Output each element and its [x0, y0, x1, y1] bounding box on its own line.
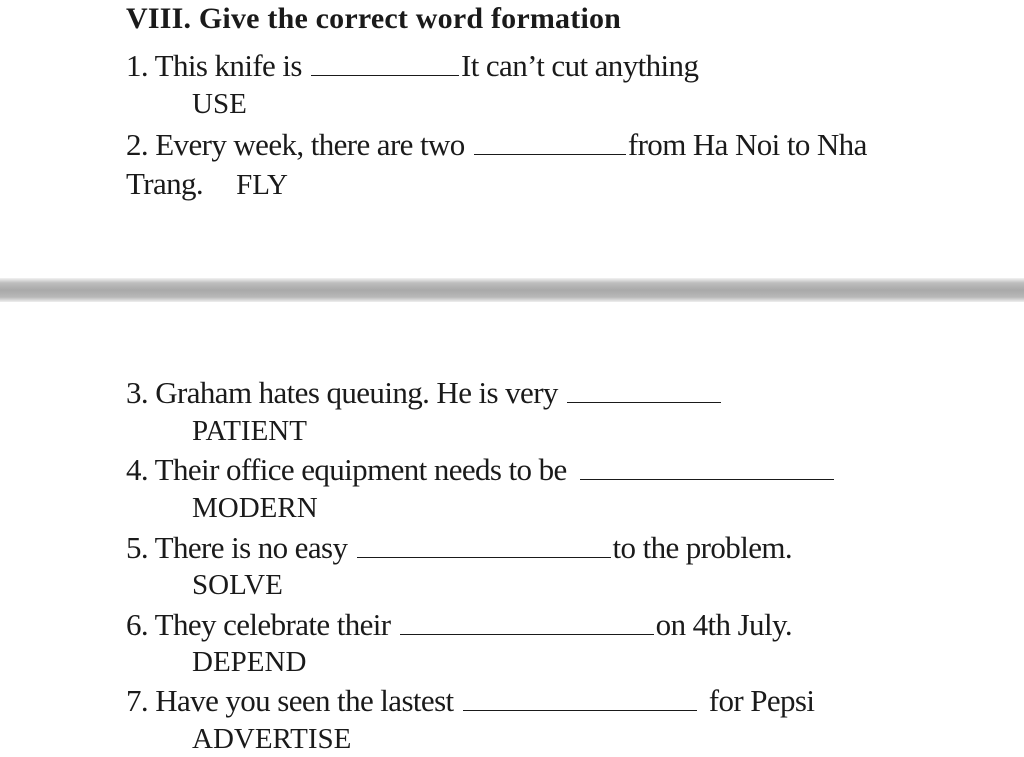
question-2 [126, 127, 867, 163]
question-4 [126, 452, 836, 488]
question-2-continuation [126, 166, 288, 202]
question-text-after: for Pepsi [708, 683, 815, 718]
answer-blank[interactable] [580, 455, 834, 480]
question-7-hint: ADVERTISE [192, 723, 352, 755]
question-number: 4. [126, 452, 149, 487]
exercise-heading: VIII. Give the correct word formation [126, 2, 622, 35]
question-4-hint: MODERN [192, 492, 318, 524]
document-page-top [0, 0, 1024, 278]
question-2-hint: FLY [236, 169, 288, 201]
question-text-before: Every week, there are two [155, 127, 465, 162]
question-5 [126, 530, 792, 566]
question-text-before: They celebrate their [154, 607, 391, 642]
question-6 [126, 607, 792, 643]
question-number: 5. [126, 530, 149, 565]
question-number: 6. [126, 607, 149, 642]
question-text-before: This knife is [154, 48, 302, 83]
question-text-continuation: Trang. [126, 166, 204, 201]
question-number: 2. [126, 127, 149, 162]
answer-blank[interactable] [474, 130, 626, 155]
page-break-separator [0, 278, 1024, 302]
question-text-before: Have you seen the lastest [155, 683, 454, 718]
question-number: 1. [126, 48, 149, 83]
question-6-hint: DEPEND [192, 646, 307, 678]
question-text-after: to the problem. [612, 530, 793, 565]
answer-blank[interactable] [400, 610, 654, 635]
question-number: 7. [126, 683, 149, 718]
question-text-after: from Ha Noi to Nha [627, 127, 867, 162]
document-page-bottom [0, 302, 1024, 757]
question-7 [126, 683, 814, 719]
question-1 [126, 48, 698, 84]
question-text-after: It can’t cut anything [461, 48, 699, 83]
answer-blank[interactable] [567, 378, 721, 403]
question-text-before: There is no easy [154, 530, 348, 565]
question-1-hint: USE [192, 88, 247, 120]
answer-blank[interactable] [311, 51, 459, 76]
question-3-hint: PATIENT [192, 415, 307, 447]
answer-blank[interactable] [357, 533, 611, 558]
question-3 [126, 375, 723, 411]
question-text-before: Graham hates queuing. He is very [155, 375, 558, 410]
answer-blank[interactable] [463, 686, 697, 711]
question-number: 3. [126, 375, 149, 410]
question-text-after: on 4th July. [655, 607, 792, 642]
question-5-hint: SOLVE [192, 569, 283, 601]
question-text-before: Their office equipment needs to be [154, 452, 567, 487]
